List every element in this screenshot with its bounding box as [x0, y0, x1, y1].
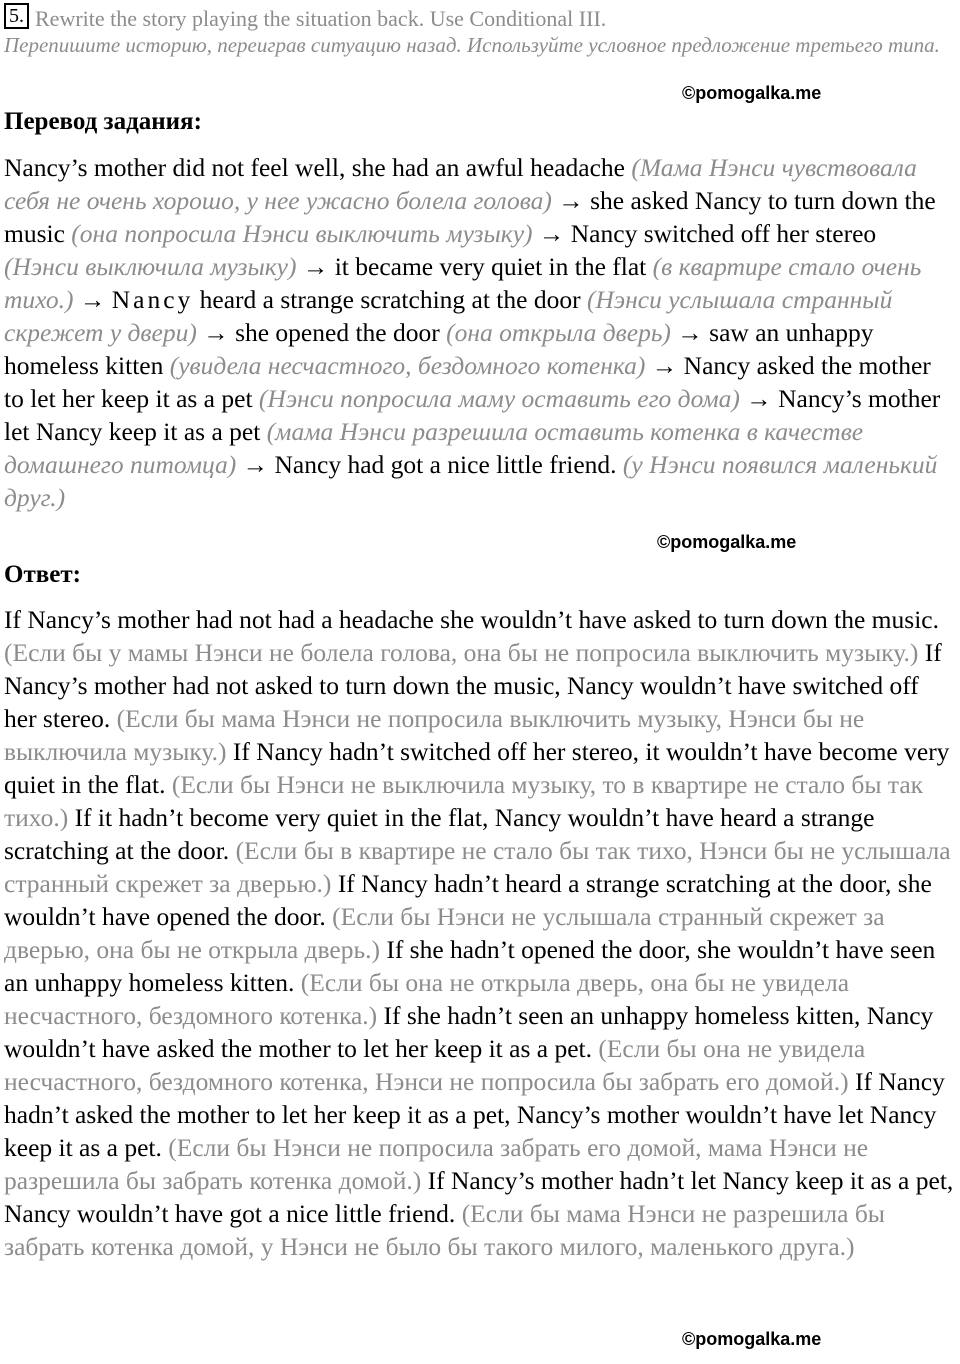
answer-ru: (Если бы Нэнси не услышала странный скрежет за дверью, она бы не открыла дверь.): [4, 902, 885, 964]
answer-en: If she hadn’t opened the door, she wouldn’t have seen an unhappy homeless kitten.: [4, 935, 936, 997]
story-name: Nancy: [111, 285, 194, 314]
answer-ru: (Если бы Нэнси не выключила музыку, то в квартире не стало бы так тихо.): [4, 770, 924, 832]
answer-ru: (Если бы Нэнси не попросила забрать его домой, мама Нэнси не разрешила бы забрать котенка домой.): [4, 1133, 869, 1195]
story-ru: (Нэнси выключила музыку): [4, 252, 297, 281]
translation-heading: Перевод задания:: [4, 108, 202, 135]
task-header: [4, 3, 954, 59]
story-en: → Nancy had got a nice little friend.: [236, 450, 623, 479]
story-ru: (увидела несчастного, бездомного котенка): [169, 351, 646, 380]
story-en: → she opened the door: [196, 318, 447, 347]
story-en: → she asked Nancy to turn down the music: [4, 186, 936, 248]
story-paragraph: [4, 151, 956, 514]
story-en: Nancy’s mother did not feel well, she had an awful headache: [4, 153, 632, 182]
task-instruction-ru: Перепишите историю, переиграв ситуацию назад. Используйте условное предложение третьего типа.: [4, 33, 940, 57]
answer-paragraph: [4, 603, 956, 1263]
story-en: → it became very quiet in the flat: [296, 252, 653, 281]
answer-ru: (Если бы она не увидела несчастного, бездомного котенка, Нэнси не попросила бы забрать его домой.): [4, 1034, 866, 1096]
answer-ru: (Если бы она не открыла дверь, она бы не увидела несчастного, бездомного котенка.): [4, 968, 850, 1030]
answer-ru: (Если бы в квартире не стало бы так тихо, Нэнси бы не услышала странный скрежет за дверью.): [4, 836, 951, 898]
story-en: → Nancy’s mother let Nancy keep it as a pet: [4, 384, 941, 446]
task-number: 5.: [4, 3, 29, 29]
watermark: ©pomogalka.me: [657, 532, 797, 552]
answer-en: If Nancy hadn’t heard a strange scratching at the door, she wouldn’t have opened the door.: [4, 869, 932, 931]
answer-en: If Nancy’s mother had not had a headache she wouldn’t have asked to turn down the music.: [4, 605, 939, 634]
task-instruction-en: Rewrite the story playing the situation back. Use Conditional III.: [35, 6, 607, 31]
story-en: → Nancy switched off her stereo: [532, 219, 877, 248]
story-en: heard a strange scratching at the door: [193, 285, 587, 314]
story-en: →: [73, 285, 112, 314]
answer-heading: Ответ:: [4, 561, 81, 588]
story-ru: (в квартире стало очень тихо.): [4, 252, 922, 314]
story-ru: (она открыла дверь): [446, 318, 671, 347]
story-ru: (Нэнси попросила маму оставить его дома): [258, 384, 740, 413]
answer-en: If Nancy’s mother hadn’t let Nancy keep it as a pet, Nancy wouldn’t have got a nice little friend.: [4, 1166, 954, 1228]
answer-en: If Nancy’s mother had not asked to turn down the music, Nancy wouldn’t have switched off her stereo.: [4, 638, 942, 733]
answer-ru: (Если бы у мамы Нэнси не болела голова, она бы не попросила выключить музыку.): [4, 638, 919, 667]
story-en: → Nancy asked the mother to let her keep it as a pet: [4, 351, 931, 413]
story-ru: (мама Нэнси разрешила оставить котенка в качестве домашнего питомца): [4, 417, 864, 479]
story-ru: (Мама Нэнси чувствовала себя не очень хорошо, у нее ужасно болела голова): [4, 153, 917, 215]
story-ru: (у Нэнси появился маленький друг.): [4, 450, 938, 512]
answer-en: If it hadn’t become very quiet in the flat, Nancy wouldn’t have heard a strange scratching at the door.: [4, 803, 875, 865]
story-en: → saw an unhappy homeless kitten: [4, 318, 874, 380]
answer-en: If Nancy hadn’t switched off her stereo, it wouldn’t have become very quiet in the flat.: [4, 737, 950, 799]
answer-en: If Nancy hadn’t asked the mother to let her keep it as a pet, Nancy’s mother wouldn’t have let Nancy keep it as a pet.: [4, 1067, 945, 1162]
story-ru: (Нэнси услышала странный скрежет у двери): [4, 285, 893, 347]
answer-en: If she hadn’t seen an unhappy homeless kitten, Nancy wouldn’t have asked the mother to let her keep it as a pet.: [4, 1001, 934, 1063]
watermark: ©pomogalka.me: [682, 83, 822, 103]
answer-ru: (Если бы мама Нэнси не разрешила бы забрать котенка домой, у Нэнси не было бы такого милого, маленького друга.): [4, 1199, 885, 1261]
answer-ru: (Если бы мама Нэнси не попросила выключить музыку, Нэнси бы не выключила музыку.): [4, 704, 865, 766]
watermark: ©pomogalka.me: [682, 1329, 822, 1349]
story-ru: (она попросила Нэнси выключить музыку): [71, 219, 533, 248]
